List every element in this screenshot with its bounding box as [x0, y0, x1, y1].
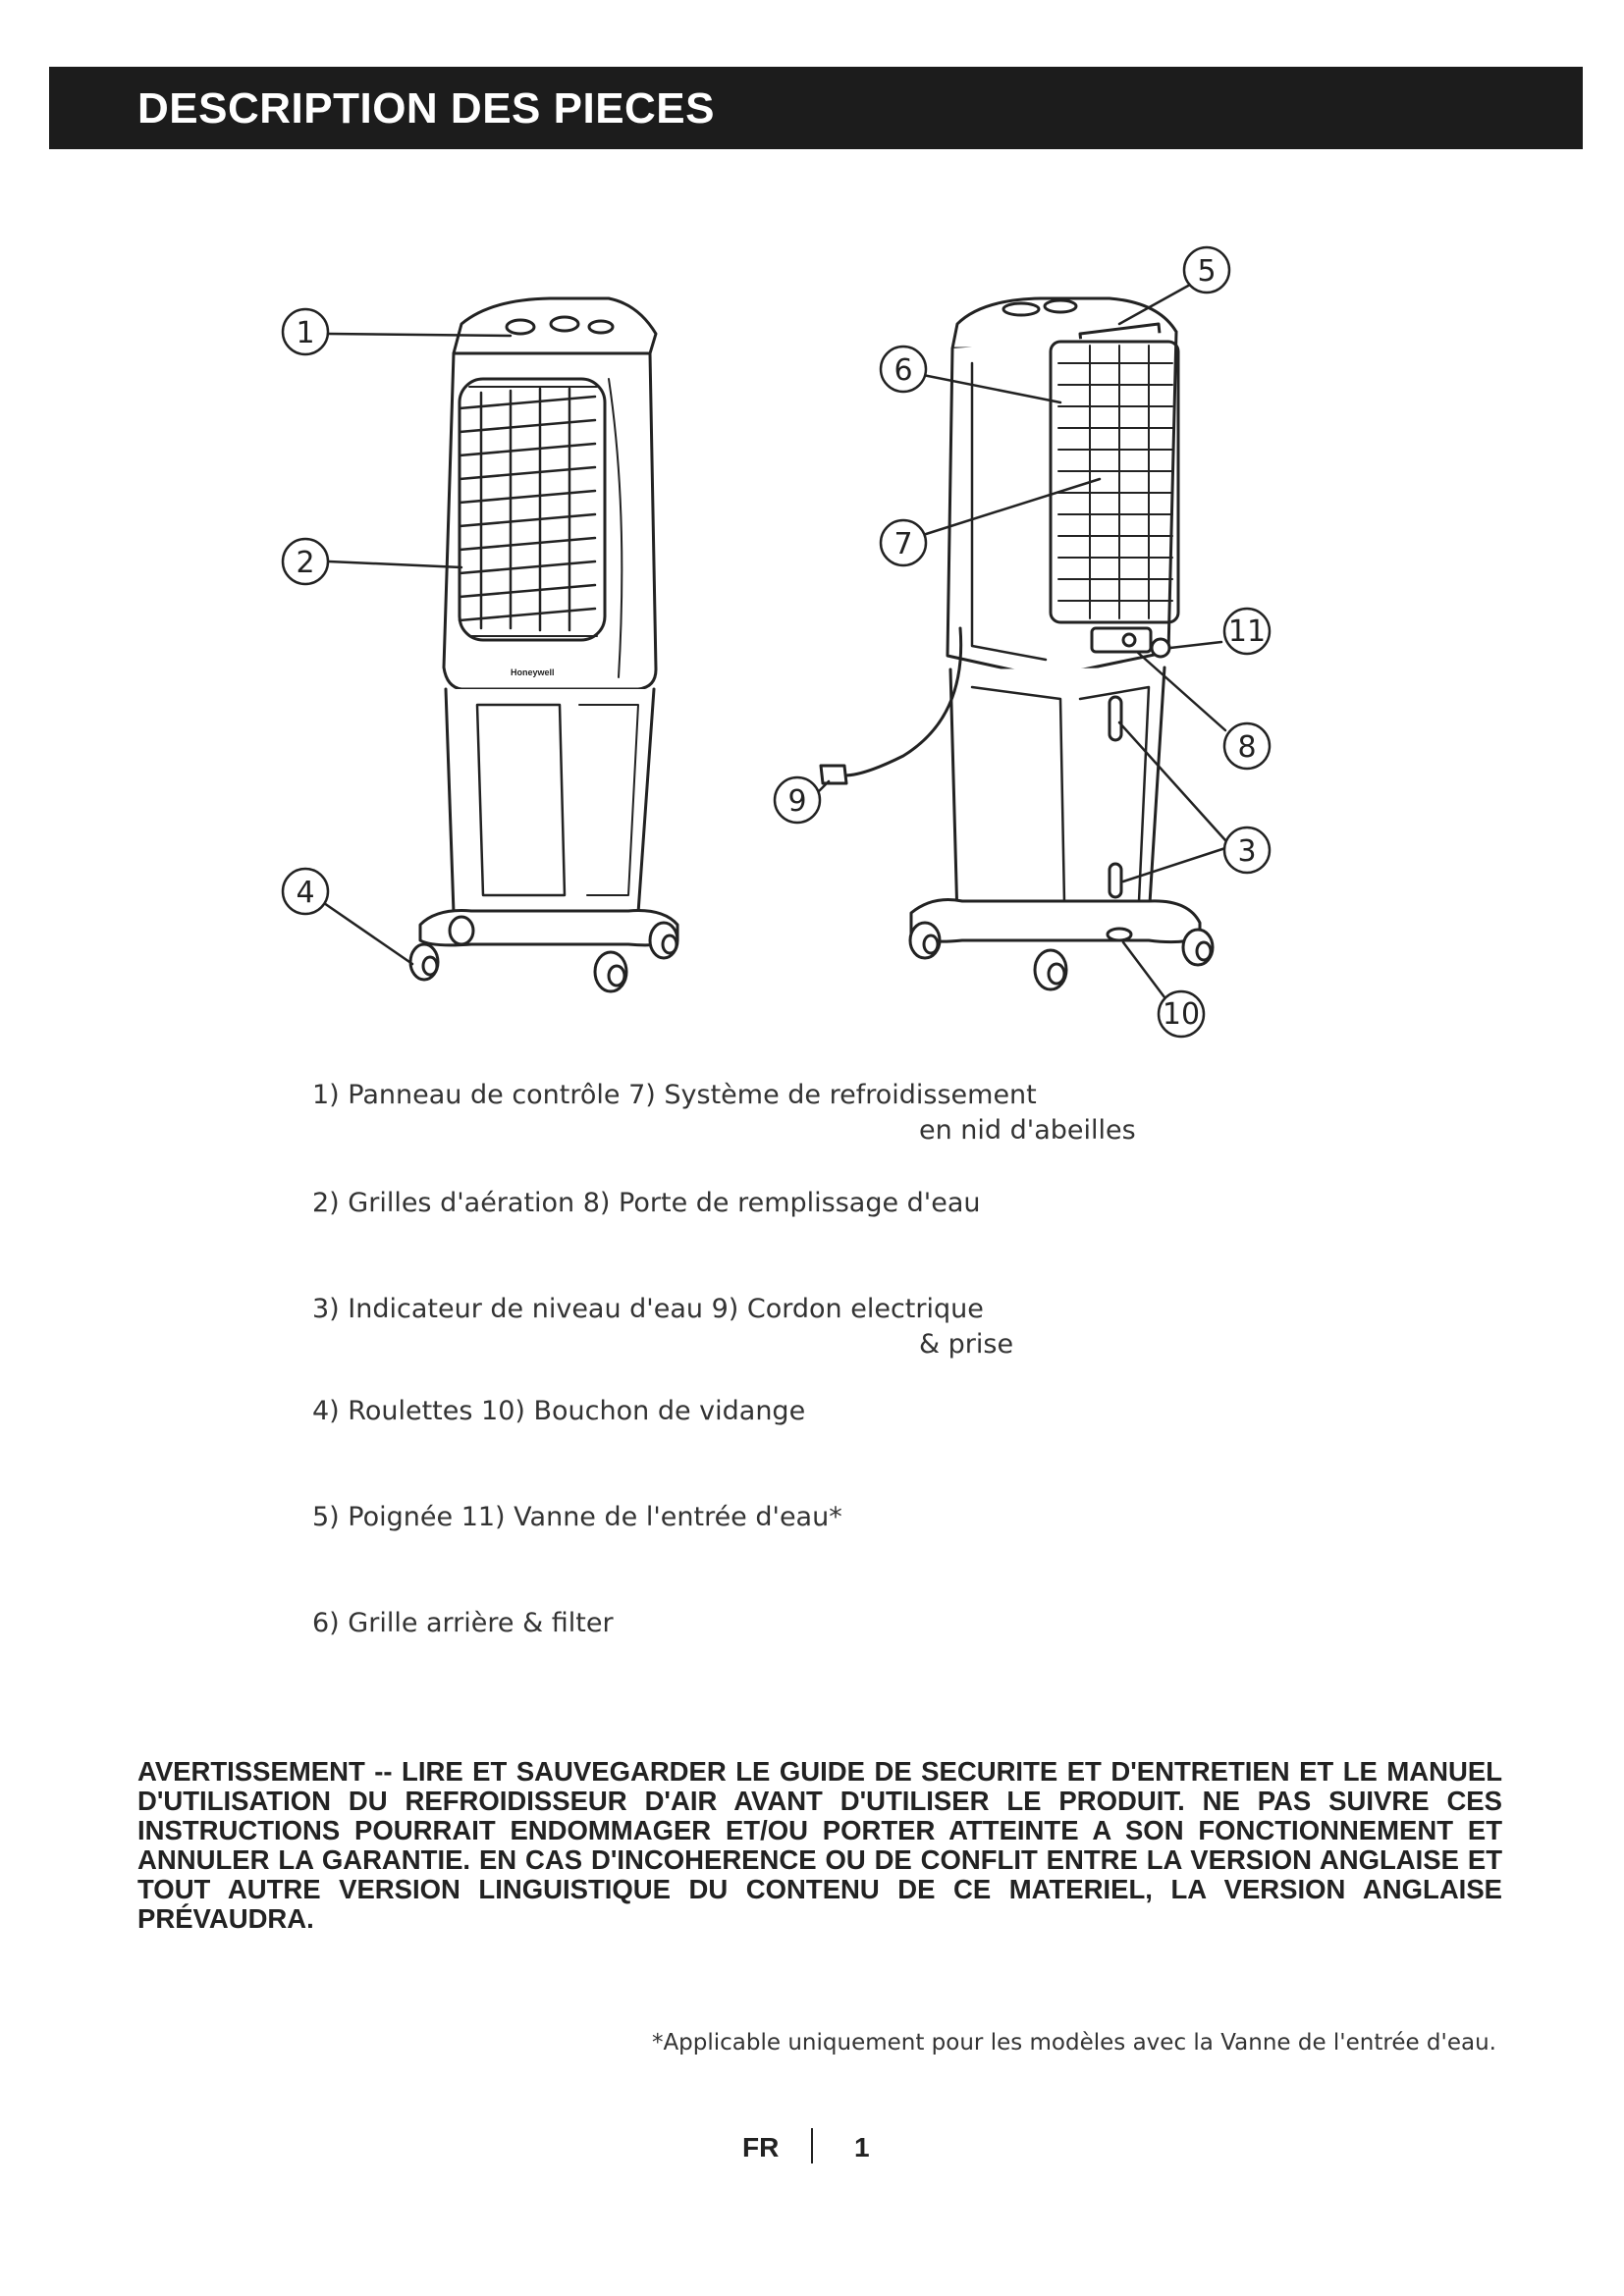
- svg-text:1: 1: [296, 316, 315, 350]
- svg-text:2: 2: [296, 546, 315, 580]
- footer-divider: [811, 2128, 813, 2163]
- svg-text:4: 4: [296, 876, 315, 910]
- callout-9: [775, 777, 820, 823]
- back-view-cooler: [821, 298, 1213, 989]
- part-item-text: 2) Grilles d'aération 8) Porte de remplissage d'eau: [312, 1188, 981, 1218]
- part-item-text: 1) Panneau de contrôle 7) Système de refroidissement: [312, 1080, 1037, 1110]
- part-item: [312, 1396, 1392, 1426]
- callout-4: [283, 869, 328, 914]
- section-title: DESCRIPTION DES PIECES: [137, 84, 716, 133]
- svg-text:3: 3: [1237, 834, 1257, 869]
- callout-10: [1159, 991, 1204, 1037]
- page-footer: [0, 2128, 1624, 2167]
- front-view-cooler: [410, 298, 677, 991]
- language-code: FR: [742, 2132, 780, 2163]
- callout-8: [1224, 723, 1270, 769]
- callout-1: [283, 309, 328, 354]
- svg-text:8: 8: [1237, 730, 1257, 765]
- callout-3: [1224, 828, 1270, 873]
- callout-7: [881, 520, 926, 565]
- svg-text:11: 11: [1227, 614, 1267, 649]
- part-item-text: 6) Grille arrière & filter: [312, 1608, 614, 1638]
- part-item: [312, 1608, 1392, 1638]
- svg-text:10: 10: [1162, 997, 1201, 1032]
- part-item: [312, 1188, 1392, 1218]
- part-item: [312, 1502, 1392, 1532]
- callout-5: [1184, 247, 1229, 293]
- svg-text:6: 6: [893, 353, 913, 388]
- footnote: *Applicable uniquement pour les modèles avec la Vanne de l'entrée d'eau.: [651, 2030, 1496, 2056]
- callout-6: [881, 347, 926, 392]
- part-item: [312, 1080, 1392, 1146]
- safety-warning: AVERTISSEMENT -- LIRE ET SAUVEGARDER LE GUIDE DE SECURITE ET D'ENTRETIEN ET LE MANUEL D'UTILISATION DU REFROIDISSEUR D'AIR AVANT D'UTILISER LE PRODUIT. NE PAS SUIVRE CES INSTRUCTIONS POURRAIT ENDOMMAGER ET/OU PORTER ATTEINTE A SON FONCTIONNEMENT ET ANNULER LA GARANTIE. EN CAS D'INCOHERENCE OU DE CONFLIT ENTRE LA VERSION ANGLAISE ET TOUT AUTRE VERSION LINGUISTIQUE DU CONTENU DE CE MATERIEL, LA VERSION ANGLAISE PRÉVAUDRA.: [137, 1756, 1502, 1934]
- svg-text:9: 9: [787, 784, 807, 819]
- callout-11: [1224, 609, 1270, 654]
- front-brand-label: Honeywell: [511, 667, 555, 677]
- part-item-text: 5) Poignée 11) Vanne de l'entrée d'eau*: [312, 1502, 842, 1532]
- page-number: 1: [854, 2132, 870, 2163]
- part-item-text: 3) Indicateur de niveau d'eau 9) Cordon electrique: [312, 1294, 984, 1324]
- svg-text:7: 7: [893, 527, 913, 561]
- svg-text:5: 5: [1197, 254, 1217, 289]
- part-item-text: 4) Roulettes 10) Bouchon de vidange: [312, 1396, 806, 1426]
- air-cooler-parts-diagram: [0, 0, 1624, 1060]
- part-item: [312, 1294, 1392, 1360]
- callout-2: [283, 539, 328, 584]
- part-item-continuation: en nid d'abeilles: [919, 1115, 1136, 1146]
- part-item-continuation: & prise: [919, 1329, 1014, 1360]
